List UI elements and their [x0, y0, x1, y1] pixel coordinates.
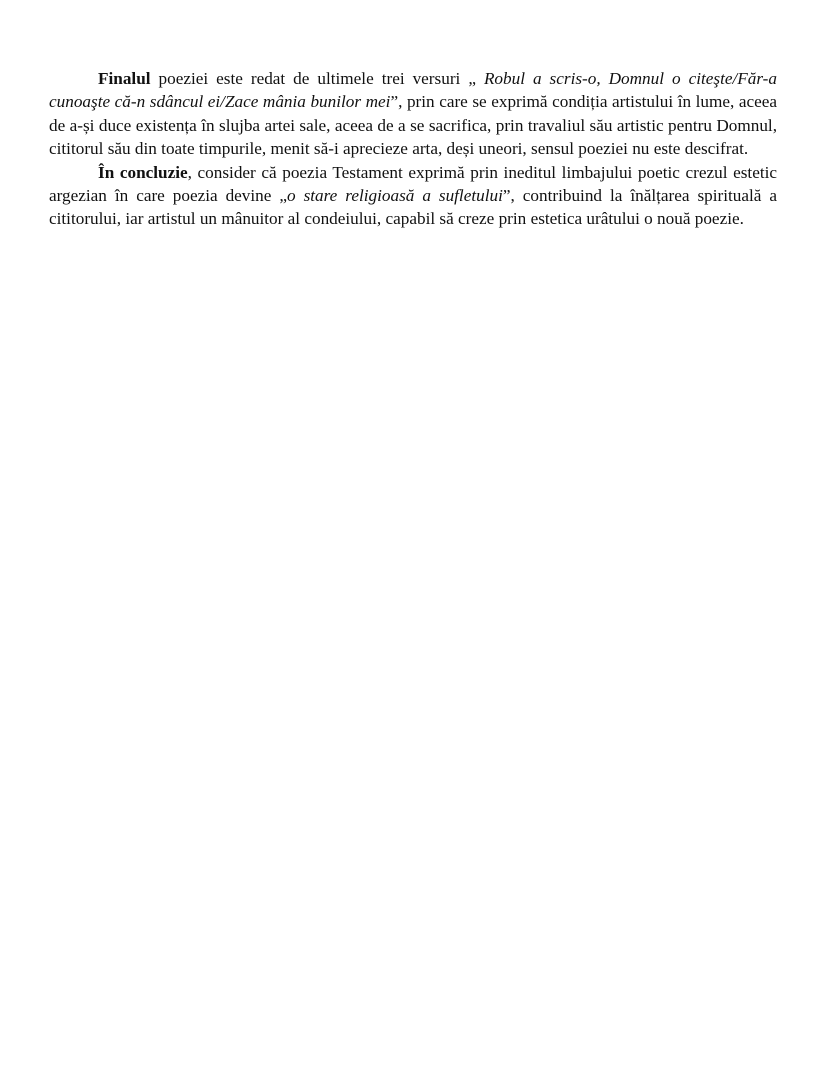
quoted-verses: Robul a scris-o, Domnul o citeşte/Făr-a cunoaşte că-n sdâncul ei/Zace mânia bunilor mei — [49, 69, 778, 112]
closing-quote: ” — [390, 92, 399, 112]
paragraph-finalul — [49, 67, 777, 161]
opening-quote: „ — [468, 69, 484, 88]
document-page — [49, 67, 777, 231]
paragraph-text: , prin care se exprimă condiția artistului în lume, aceea de a-și duce existența în slujba artei sale, aceea de a se sacrifica, prin travaliul său artistic pentru Domnul, cititorul său din toate timpurile, menit să-i aprecieze arta, deși uneori, sensul poeziei nu este descifrat. — [49, 92, 777, 159]
paragraph-text: , contribuind la înălțarea spirituală a cititorului, iar artistul un mânuitor al condeiului, capabil să creze prin estetica urâtului o nouă poezie. — [49, 186, 778, 229]
paragraph-lead: Finalul — [98, 69, 151, 88]
paragraph-text: poeziei este redat de ultimele trei versuri — [150, 69, 469, 88]
paragraph-text: , consider că poezia Testament exprimă prin ineditul limbajului poetic crezul estetic argezian în care poezia devine — [49, 162, 778, 206]
paragraph-lead: În concluzie — [98, 162, 188, 182]
opening-quote: „ — [279, 186, 288, 206]
paragraph-concluzie — [49, 161, 777, 231]
closing-quote: ” — [502, 186, 511, 206]
quoted-phrase: o stare religioasă a sufletului — [287, 186, 503, 206]
